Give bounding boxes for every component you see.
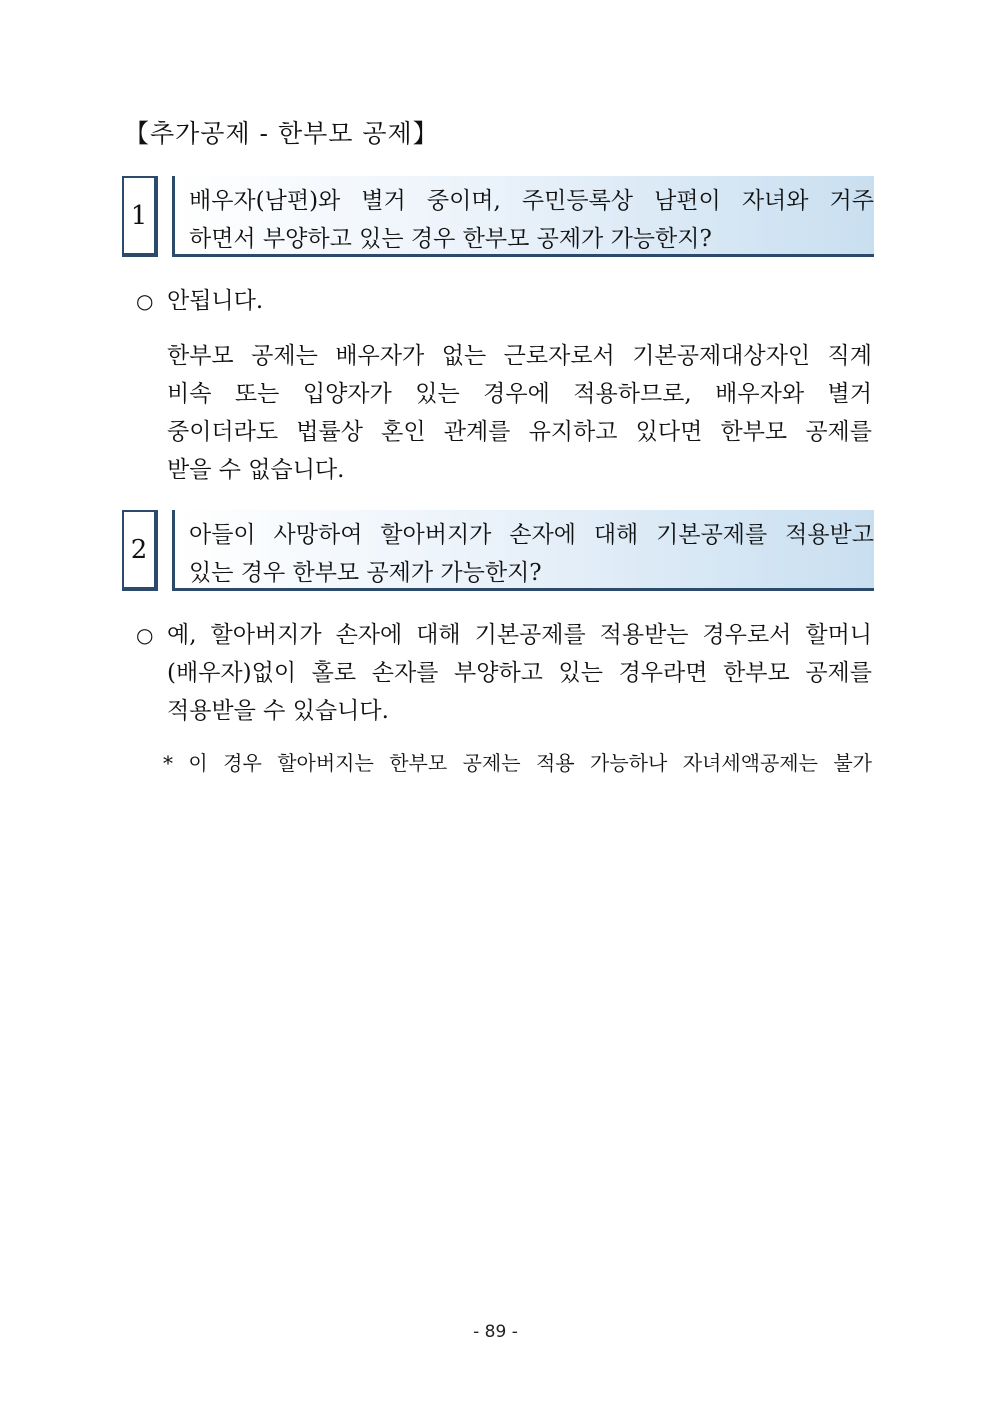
question-text [172, 510, 874, 591]
page-number: - 89 - [473, 1322, 518, 1342]
question-line: 하면서 부양하고 있는 경우 한부모 공제가 가능한지? [189, 226, 712, 252]
question-box-2 [122, 510, 874, 591]
explanation-line: 받을 수 없습니다. [167, 457, 345, 483]
answer-line: (배우자)없이 홀로 손자를 부양하고 있는 경우라면 한부모 공제를 [167, 660, 872, 686]
question-line: 아들이 사망하여 할아버지가 손자에 대해 기본공제를 적용받고 [189, 522, 874, 548]
answer-1 [136, 282, 872, 320]
question-line: 배우자(남편)와 별거 중이며, 주민등록상 남편이 자녀와 거주 [189, 188, 874, 214]
explanation-line: 비속 또는 입양자가 있는 경우에 적용하므로, 배우자와 별거 [167, 381, 872, 407]
circle-bullet-icon: ○ [136, 289, 154, 313]
question-line: 있는 경우 한부모 공제가 가능한지? [189, 560, 542, 586]
answer-2 [136, 616, 872, 730]
question-box-1 [122, 176, 874, 257]
question-number: 2 [122, 510, 158, 591]
explanation-1 [167, 337, 872, 489]
explanation-line: 한부모 공제는 배우자가 없는 근로자로서 기본공제대상자인 직계 [167, 343, 872, 369]
page-title: 【추가공제 - 한부모 공제】 [124, 119, 439, 148]
answer-line: 안됩니다. [167, 288, 264, 314]
circle-bullet-icon: ○ [136, 623, 154, 647]
explanation-line: 중이더라도 법률상 혼인 관계를 유지하고 있다면 한부모 공제를 [167, 419, 872, 445]
question-number: 1 [122, 176, 158, 257]
footnote: * 이 경우 할아버지는 한부모 공제는 적용 가능하나 자녀세액공제는 불가 [163, 751, 872, 775]
question-text [172, 176, 874, 257]
answer-line: 적용받을 수 있습니다. [167, 698, 389, 724]
answer-line: 예, 할아버지가 손자에 대해 기본공제를 적용받는 경우로서 할머니 [167, 622, 872, 648]
